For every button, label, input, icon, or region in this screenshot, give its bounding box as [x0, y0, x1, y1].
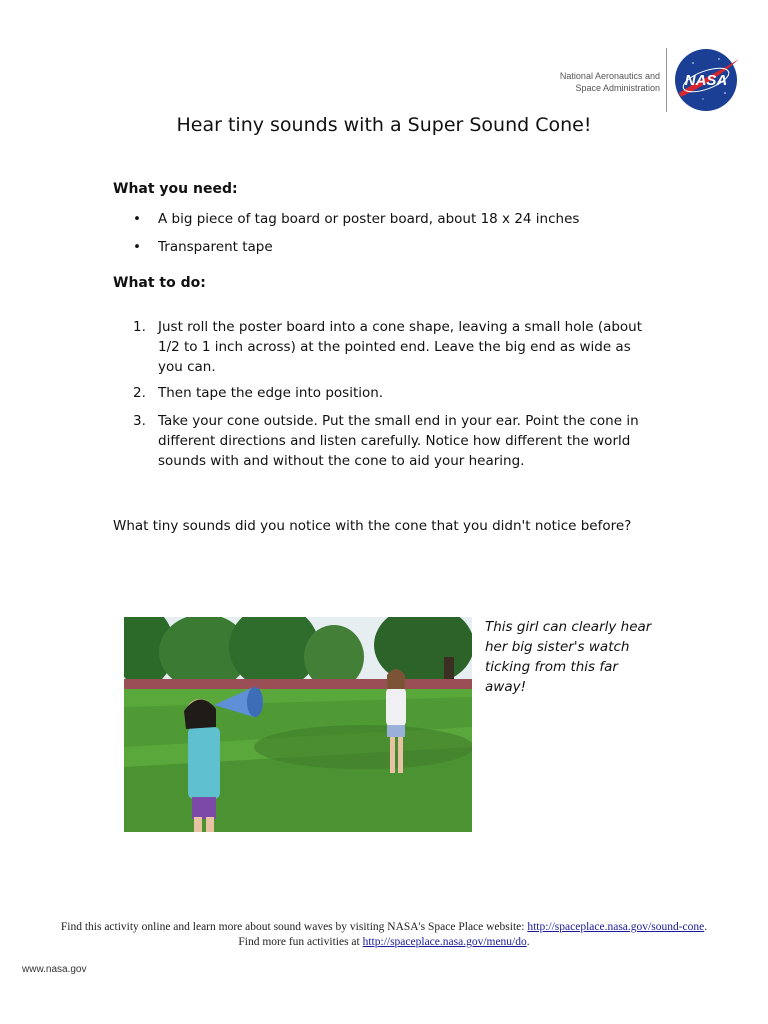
list-item-text: A big piece of tag board or poster board, about 18 x 24 inches — [158, 211, 580, 227]
logo-text: NASA — [684, 72, 728, 89]
step-item — [133, 317, 653, 377]
bullet-dot: • — [133, 211, 141, 227]
question-text: What tiny sounds did you notice with the cone that you didn't notice before? — [113, 518, 632, 534]
step-number: 3. — [133, 413, 146, 429]
activities-menu-link[interactable]: http://spaceplace.nasa.gov/menu/do — [362, 936, 527, 948]
page-title: Hear tiny sounds with a Super Sound Cone! — [176, 114, 592, 136]
step-number: 2. — [133, 385, 146, 401]
step-number: 1. — [133, 319, 146, 335]
step-item — [133, 411, 653, 471]
agency-name-line2: Space Administration — [575, 83, 660, 93]
footer — [0, 920, 768, 950]
site-url: www.nasa.gov — [22, 964, 87, 975]
footer-line2 — [0, 935, 768, 950]
photo-girl-with-cone — [124, 617, 472, 832]
photo-caption: This girl can clearly hear her big sister's watch ticking from this far away! — [485, 619, 652, 695]
footer-line2-text: Find more fun activities at — [238, 936, 363, 948]
sound-cone-link[interactable]: http://spaceplace.nasa.gov/sound-cone — [527, 921, 705, 933]
step-text: Then tape the edge into position. — [158, 385, 384, 401]
footer-line1-suffix: . — [704, 921, 708, 933]
footer-line2-suffix: . — [526, 936, 530, 948]
step-item — [133, 383, 653, 403]
agency-name-line1: National Aeronautics and — [559, 71, 660, 81]
what-to-do-heading: What to do: — [113, 275, 206, 291]
what-you-need-heading: What you need: — [113, 181, 238, 197]
footer-line1-text: Find this activity online and learn more about sound waves by visiting NASA's Space Place website: — [60, 921, 528, 933]
step-text: Take your cone outside. Put the small end in your ear. Point the cone in different directions and listen carefully. Notice how different the world sounds with and without the cone to aid your hearing. — [158, 413, 639, 469]
nasa-logo — [673, 47, 739, 113]
list-item-text: Transparent tape — [158, 239, 273, 255]
step-text: Just roll the poster board into a cone shape, leaving a small hole (about 1/2 to 1 inch across) at the pointed end. Leave the big end as wide as you can. — [158, 319, 643, 375]
agency-name — [556, 70, 660, 94]
bullet-dot: • — [133, 239, 141, 255]
header-divider — [666, 48, 667, 112]
footer-line1 — [0, 920, 768, 935]
